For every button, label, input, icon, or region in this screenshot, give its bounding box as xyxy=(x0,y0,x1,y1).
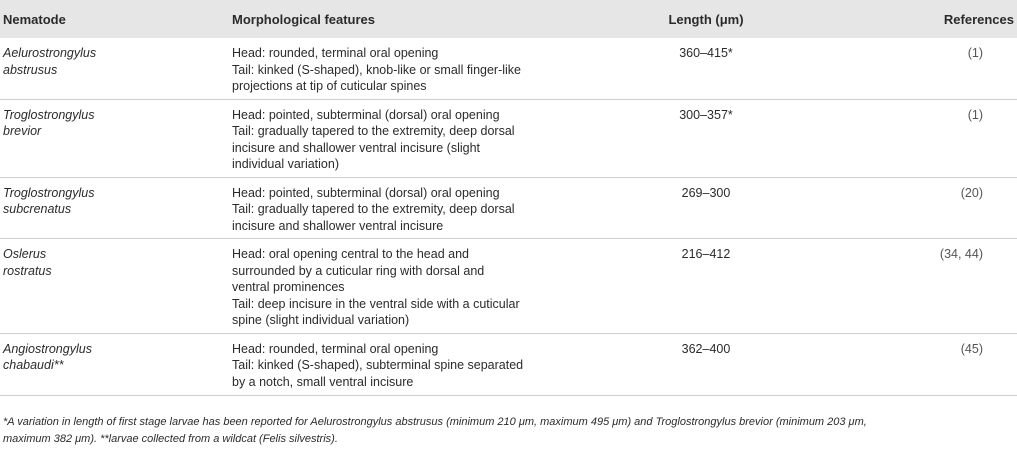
nematode-cell xyxy=(0,38,224,99)
morphology-line: ventral prominences xyxy=(232,280,345,294)
nematode-cell xyxy=(0,333,224,395)
nematode-genus: Troglostrongylus xyxy=(3,185,95,200)
nematode-species: rostratus xyxy=(3,263,52,278)
morphology-line: projections at tip of cuticular spines xyxy=(232,79,427,93)
morphology-line: incisure and shallower ventral incisure xyxy=(232,218,444,233)
reference-link[interactable]: (34, 44) xyxy=(939,247,983,261)
table-row xyxy=(0,99,1017,177)
morphology-cell xyxy=(224,333,596,395)
morphology-line: Tail: gradually tapered to the extremity, deep dorsal xyxy=(232,124,515,138)
footnote-line: maximum 382 μm). **larvae collected from a wildcat (Felis silvestris). xyxy=(3,433,338,445)
nematode-cell xyxy=(0,239,224,334)
table-row xyxy=(0,177,1017,239)
nematode-species: subcrenatus xyxy=(3,202,72,216)
table-row xyxy=(0,38,1017,99)
length-cell: 362–400 xyxy=(681,341,731,356)
nematode-genus: Angiostrongylus xyxy=(3,341,92,356)
morphology-cell xyxy=(224,99,596,177)
morphology-cell xyxy=(224,177,596,239)
table-header-row xyxy=(0,0,1017,38)
morphology-cell xyxy=(224,239,596,334)
header-references: References xyxy=(943,11,1014,27)
header-length: Length (μm) xyxy=(668,11,744,27)
length-cell: 269–300 xyxy=(681,185,731,200)
length-cell: 360–415* xyxy=(679,46,733,60)
reference-link[interactable]: (20) xyxy=(960,185,983,200)
nematode-genus: Aelurostrongylus xyxy=(3,46,97,60)
header-morphology: Morphological features xyxy=(232,11,376,27)
nematode-cell xyxy=(0,177,224,239)
morphology-line: incisure and shallower ventral incisure (slight xyxy=(232,140,481,155)
morphology-line: spine (slight individual variation) xyxy=(232,313,410,327)
morphology-line: Head: oral opening central to the head and xyxy=(232,247,469,261)
morphology-line: Tail: kinked (S-shaped), subterminal spine separated xyxy=(232,358,524,372)
nematode-genus: Oslerus xyxy=(3,247,47,261)
reference-link[interactable]: (1) xyxy=(967,46,983,60)
morphology-line: Tail: gradually tapered to the extremity, deep dorsal xyxy=(232,202,515,216)
footnote-line: *A variation in length of first stage larvae has been reported for Aelurostrongylus abstrusus (minimum 210 μm, maximum 495 μm) and Troglostrongylus brevior (minimum 203 μm, xyxy=(3,416,867,428)
table-row xyxy=(0,239,1017,334)
morphology-line: Head: rounded, terminal oral opening xyxy=(232,341,439,356)
length-cell: 300–357* xyxy=(679,107,733,122)
table-row xyxy=(0,333,1017,395)
morphology-line: Head: rounded, terminal oral opening xyxy=(232,46,439,60)
morphology-line: Head: pointed, subterminal (dorsal) oral opening xyxy=(232,107,500,122)
nematode-species: chabaudi** xyxy=(3,358,64,372)
nematode-cell xyxy=(0,99,224,177)
nematode-species: abstrusus xyxy=(3,62,58,77)
nematode-genus: Troglostrongylus xyxy=(3,107,95,122)
morphology-line: surrounded by a cuticular ring with dorsal and xyxy=(232,263,485,278)
reference-link[interactable]: (1) xyxy=(967,107,983,122)
length-cell: 216–412 xyxy=(681,247,731,261)
morphology-cell xyxy=(224,38,596,99)
reference-link[interactable]: (45) xyxy=(960,341,983,356)
morphology-line: individual variation) xyxy=(232,157,340,171)
table-footnote xyxy=(3,414,1013,448)
nematode-species: brevior xyxy=(3,124,42,138)
header-nematode: Nematode xyxy=(3,11,66,27)
morphology-line: Tail: deep incisure in the ventral side with a cuticular xyxy=(232,296,520,311)
morphology-line: by a notch, small ventral incisure xyxy=(232,374,414,389)
morphology-line: Tail: kinked (S-shaped), knob-like or small finger-like xyxy=(232,62,522,77)
morphology-line: Head: pointed, subterminal (dorsal) oral opening xyxy=(232,185,500,200)
